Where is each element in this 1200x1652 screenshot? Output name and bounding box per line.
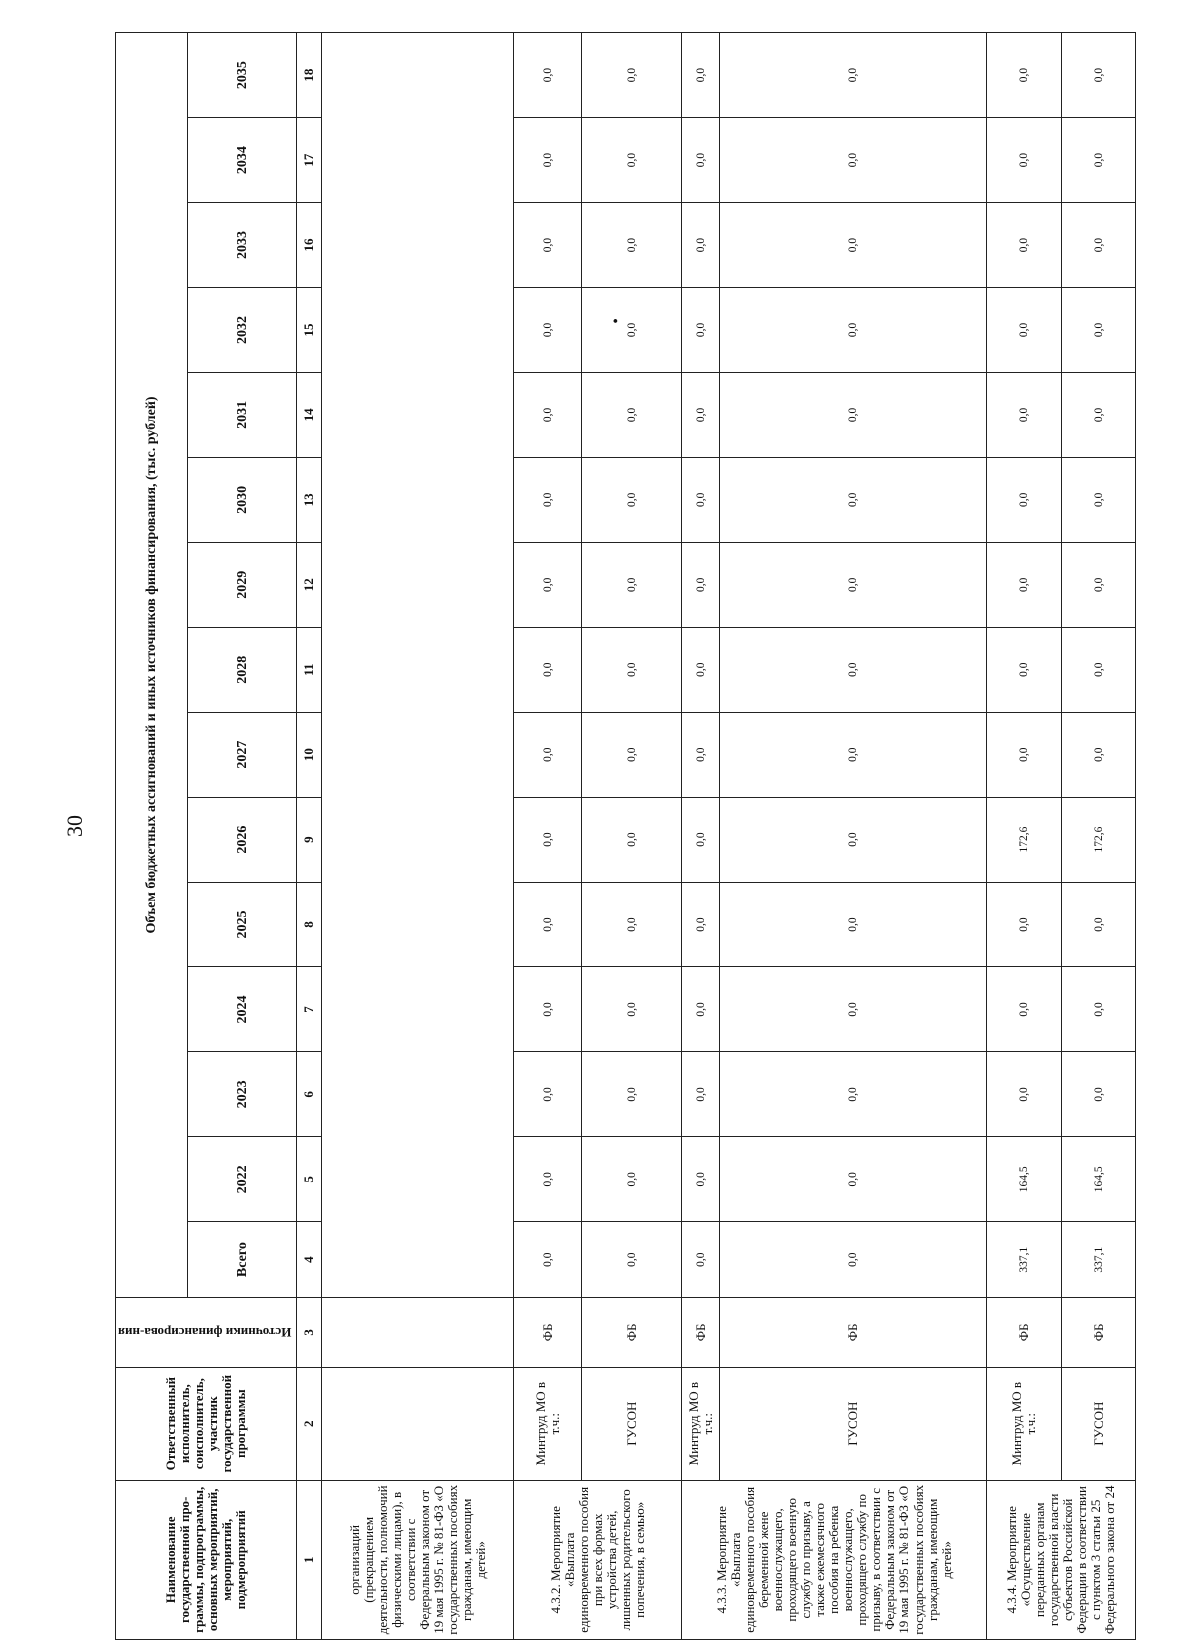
- column-number: 13: [297, 457, 322, 542]
- value-cell: 0,0: [682, 882, 720, 967]
- value-cell: 0,0: [582, 203, 682, 288]
- value-cell: 0,0: [987, 33, 1062, 118]
- value-cell: 0,0: [682, 372, 720, 457]
- value-cell: 0,0: [682, 118, 720, 203]
- header-year: 2033: [188, 203, 297, 288]
- column-number: 8: [297, 882, 322, 967]
- value-cell: 0,0: [1062, 457, 1136, 542]
- value-cell: 0,0: [1062, 967, 1136, 1052]
- value-cell: 172,6: [1062, 797, 1136, 882]
- value-cell: 0,0: [682, 542, 720, 627]
- value-cell: 0,0: [720, 372, 987, 457]
- table-row: [582, 33, 682, 1640]
- header-name: Наименование государственной про-граммы, подпрограммы, основных мероприятий, мероприятий, подмероприятий: [116, 1480, 297, 1639]
- row-source: ФБ: [720, 1297, 987, 1367]
- value-cell: 0,0: [1062, 288, 1136, 373]
- value-cell: 0,0: [514, 372, 582, 457]
- value-cell: 0,0: [987, 203, 1062, 288]
- column-number: 17: [297, 118, 322, 203]
- value-cell: 0,0: [720, 457, 987, 542]
- value-cell: 164,5: [1062, 1137, 1136, 1222]
- value-cell: 0,0: [1062, 712, 1136, 797]
- value-cell: 0,0: [720, 797, 987, 882]
- value-cell: 0,0: [514, 882, 582, 967]
- value-cell: 0,0: [514, 1052, 582, 1137]
- value-cell: 0,0: [720, 627, 987, 712]
- column-number: 1: [297, 1480, 322, 1639]
- column-number: 6: [297, 1052, 322, 1137]
- row-name: 4.3.3. Мероприятие «Выплата единовременного пособия беременной жене военнослужащего, проходящего военную службу по призыву, а также ежемесячного пособия на ребенка военнослужащего, проходящего службу по призыву, в соответствии с Федеральным законом от 19 мая 1995 г. № 81-ФЗ «О государственных пособиях гражданам, имеющим детей»: [682, 1480, 987, 1639]
- column-number: 16: [297, 203, 322, 288]
- value-cell: 0,0: [514, 627, 582, 712]
- value-cell: 0,0: [514, 1137, 582, 1222]
- value-cell: 0,0: [987, 967, 1062, 1052]
- value-cell: 0,0: [514, 797, 582, 882]
- value-cell: 0,0: [582, 967, 682, 1052]
- header-year: 2023: [188, 1052, 297, 1137]
- value-cell: 0,0: [582, 288, 682, 373]
- column-number: 9: [297, 797, 322, 882]
- value-cell: 0,0: [987, 712, 1062, 797]
- row-source: ФБ: [1062, 1297, 1136, 1367]
- row-source: ФБ: [514, 1297, 582, 1367]
- value-cell: 0,0: [514, 712, 582, 797]
- value-cell: 0,0: [720, 288, 987, 373]
- value-cell: 0,0: [720, 1052, 987, 1137]
- value-cell: 0,0: [720, 118, 987, 203]
- header-year: 2025: [188, 882, 297, 967]
- value-cell: 0,0: [1062, 118, 1136, 203]
- column-number: 11: [297, 627, 322, 712]
- column-number: 5: [297, 1137, 322, 1222]
- column-number: 4: [297, 1222, 322, 1298]
- row-responsible: [322, 1367, 514, 1480]
- value-cell: 0,0: [720, 882, 987, 967]
- value-cell: 0,0: [682, 1222, 720, 1298]
- header-year: 2027: [188, 712, 297, 797]
- table-row: [1062, 33, 1136, 1640]
- header-total: Всего: [188, 1222, 297, 1298]
- value-cell: 0,0: [582, 797, 682, 882]
- table-row: [514, 33, 582, 1640]
- column-number: 10: [297, 712, 322, 797]
- value-cell: 0,0: [582, 882, 682, 967]
- value-cell: 0,0: [987, 118, 1062, 203]
- value-cell: 0,0: [987, 627, 1062, 712]
- value-cell: 164,5: [987, 1137, 1062, 1222]
- column-number: 3: [297, 1297, 322, 1367]
- value-cell: 0,0: [987, 542, 1062, 627]
- value-cell: 0,0: [582, 1052, 682, 1137]
- header-year: 2022: [188, 1137, 297, 1222]
- value-cell: 0,0: [514, 33, 582, 118]
- row-name: организаций (прекращением деятельности, полномочий физическими лицами), в соответствии с Федеральным законом от 19 мая 1995 г. № 81-ФЗ «О государственных пособиях гражданам, имеющим детей»: [322, 1480, 514, 1639]
- row-responsible: Минтруд МО в т.ч.:: [987, 1367, 1062, 1480]
- value-cell: 0,0: [1062, 33, 1136, 118]
- row-source: ФБ: [682, 1297, 720, 1367]
- column-number: 12: [297, 542, 322, 627]
- value-cell: 0,0: [514, 542, 582, 627]
- row-name: 4.3.2. Мероприятие «Выплата единовременного пособия при всех формах устройства детей, лишенных родительского попечения, в семью»: [514, 1480, 682, 1639]
- value-cell: 0,0: [682, 203, 720, 288]
- header-sources: [116, 1297, 297, 1367]
- table-row: [682, 33, 720, 1640]
- column-number: 14: [297, 372, 322, 457]
- header-year: 2031: [188, 372, 297, 457]
- row-responsible: Минтруд МО в т.ч.:: [682, 1367, 720, 1480]
- header-year: 2030: [188, 457, 297, 542]
- value-cell: 0,0: [682, 1137, 720, 1222]
- value-cell: 0,0: [582, 542, 682, 627]
- value-cell: 0,0: [514, 457, 582, 542]
- column-number: 15: [297, 288, 322, 373]
- value-cell: 0,0: [1062, 542, 1136, 627]
- row-responsible: ГУСОН: [582, 1367, 682, 1480]
- value-cell: 0,0: [720, 542, 987, 627]
- row-source: [322, 1297, 514, 1367]
- value-cell: 0,0: [987, 1052, 1062, 1137]
- value-cell: 0,0: [582, 33, 682, 118]
- header-sources-text: Источники финансирова-ния: [118, 1325, 292, 1341]
- value-cell: 0,0: [682, 712, 720, 797]
- value-cell: 337,1: [1062, 1222, 1136, 1298]
- value-cell: 0,0: [1062, 372, 1136, 457]
- value-cell: 0,0: [582, 1222, 682, 1298]
- table-row: [322, 33, 514, 1640]
- table-body: [322, 33, 1136, 1640]
- row-name: 4.3.4. Мероприятие «Осуществление переданных органам государственной власти субъектов Российской Федерации в соответствии с пунктом 3 статьи 25 Федерального закона от 24: [987, 1480, 1136, 1639]
- value-cell: 0,0: [682, 797, 720, 882]
- value-cell: 0,0: [682, 627, 720, 712]
- table-row: [720, 33, 987, 1640]
- value-cell: 0,0: [720, 33, 987, 118]
- header-volume: Объем бюджетных ассигнований и иных источников финансирования, (тыс. рублей): [116, 33, 188, 1298]
- value-cell: 0,0: [1062, 203, 1136, 288]
- header-year: 2035: [188, 33, 297, 118]
- header-year: 2032: [188, 288, 297, 373]
- header-responsible: Ответственный исполнитель, соисполнитель, участник государственной программы: [116, 1367, 297, 1480]
- row-responsible: ГУСОН: [1062, 1367, 1136, 1480]
- budget-table: [115, 32, 1136, 1640]
- budget-table-sheet: [115, 32, 1118, 1640]
- row-values-empty: [322, 33, 514, 1298]
- value-cell: 0,0: [1062, 882, 1136, 967]
- header-year: 2024: [188, 967, 297, 1052]
- value-cell: 0,0: [1062, 1052, 1136, 1137]
- value-cell: 0,0: [1062, 627, 1136, 712]
- header-year: 2028: [188, 627, 297, 712]
- value-cell: 0,0: [682, 288, 720, 373]
- value-cell: 0,0: [582, 712, 682, 797]
- row-responsible: ГУСОН: [720, 1367, 987, 1480]
- header-year: 2029: [188, 542, 297, 627]
- value-cell: 0,0: [582, 118, 682, 203]
- column-number: 18: [297, 33, 322, 118]
- column-number: 2: [297, 1367, 322, 1480]
- value-cell: 0,0: [514, 118, 582, 203]
- value-cell: 0,0: [682, 33, 720, 118]
- value-cell: 0,0: [720, 1137, 987, 1222]
- value-cell: 0,0: [987, 288, 1062, 373]
- value-cell: 0,0: [720, 712, 987, 797]
- row-source: ФБ: [987, 1297, 1062, 1367]
- value-cell: 337,1: [987, 1222, 1062, 1298]
- value-cell: 0,0: [987, 457, 1062, 542]
- column-number: 7: [297, 967, 322, 1052]
- value-cell: 0,0: [720, 203, 987, 288]
- header-year: 2026: [188, 797, 297, 882]
- value-cell: 0,0: [514, 967, 582, 1052]
- row-responsible: Минтруд МО в т.ч.:: [514, 1367, 582, 1480]
- value-cell: 0,0: [514, 1222, 582, 1298]
- value-cell: 0,0: [514, 288, 582, 373]
- value-cell: 0,0: [582, 1137, 682, 1222]
- value-cell: 0,0: [987, 882, 1062, 967]
- value-cell: 0,0: [720, 1222, 987, 1298]
- value-cell: 0,0: [514, 203, 582, 288]
- value-cell: 0,0: [582, 457, 682, 542]
- header-year: 2034: [188, 118, 297, 203]
- value-cell: 0,0: [582, 372, 682, 457]
- page-number: 30: [62, 815, 87, 837]
- value-cell: 0,0: [682, 1052, 720, 1137]
- value-cell: 0,0: [987, 372, 1062, 457]
- scan-mark: •: [607, 318, 625, 324]
- value-cell: 172,6: [987, 797, 1062, 882]
- row-source: ФБ: [582, 1297, 682, 1367]
- value-cell: 0,0: [682, 967, 720, 1052]
- table-row: [987, 33, 1062, 1640]
- value-cell: 0,0: [682, 457, 720, 542]
- value-cell: 0,0: [720, 967, 987, 1052]
- value-cell: 0,0: [582, 627, 682, 712]
